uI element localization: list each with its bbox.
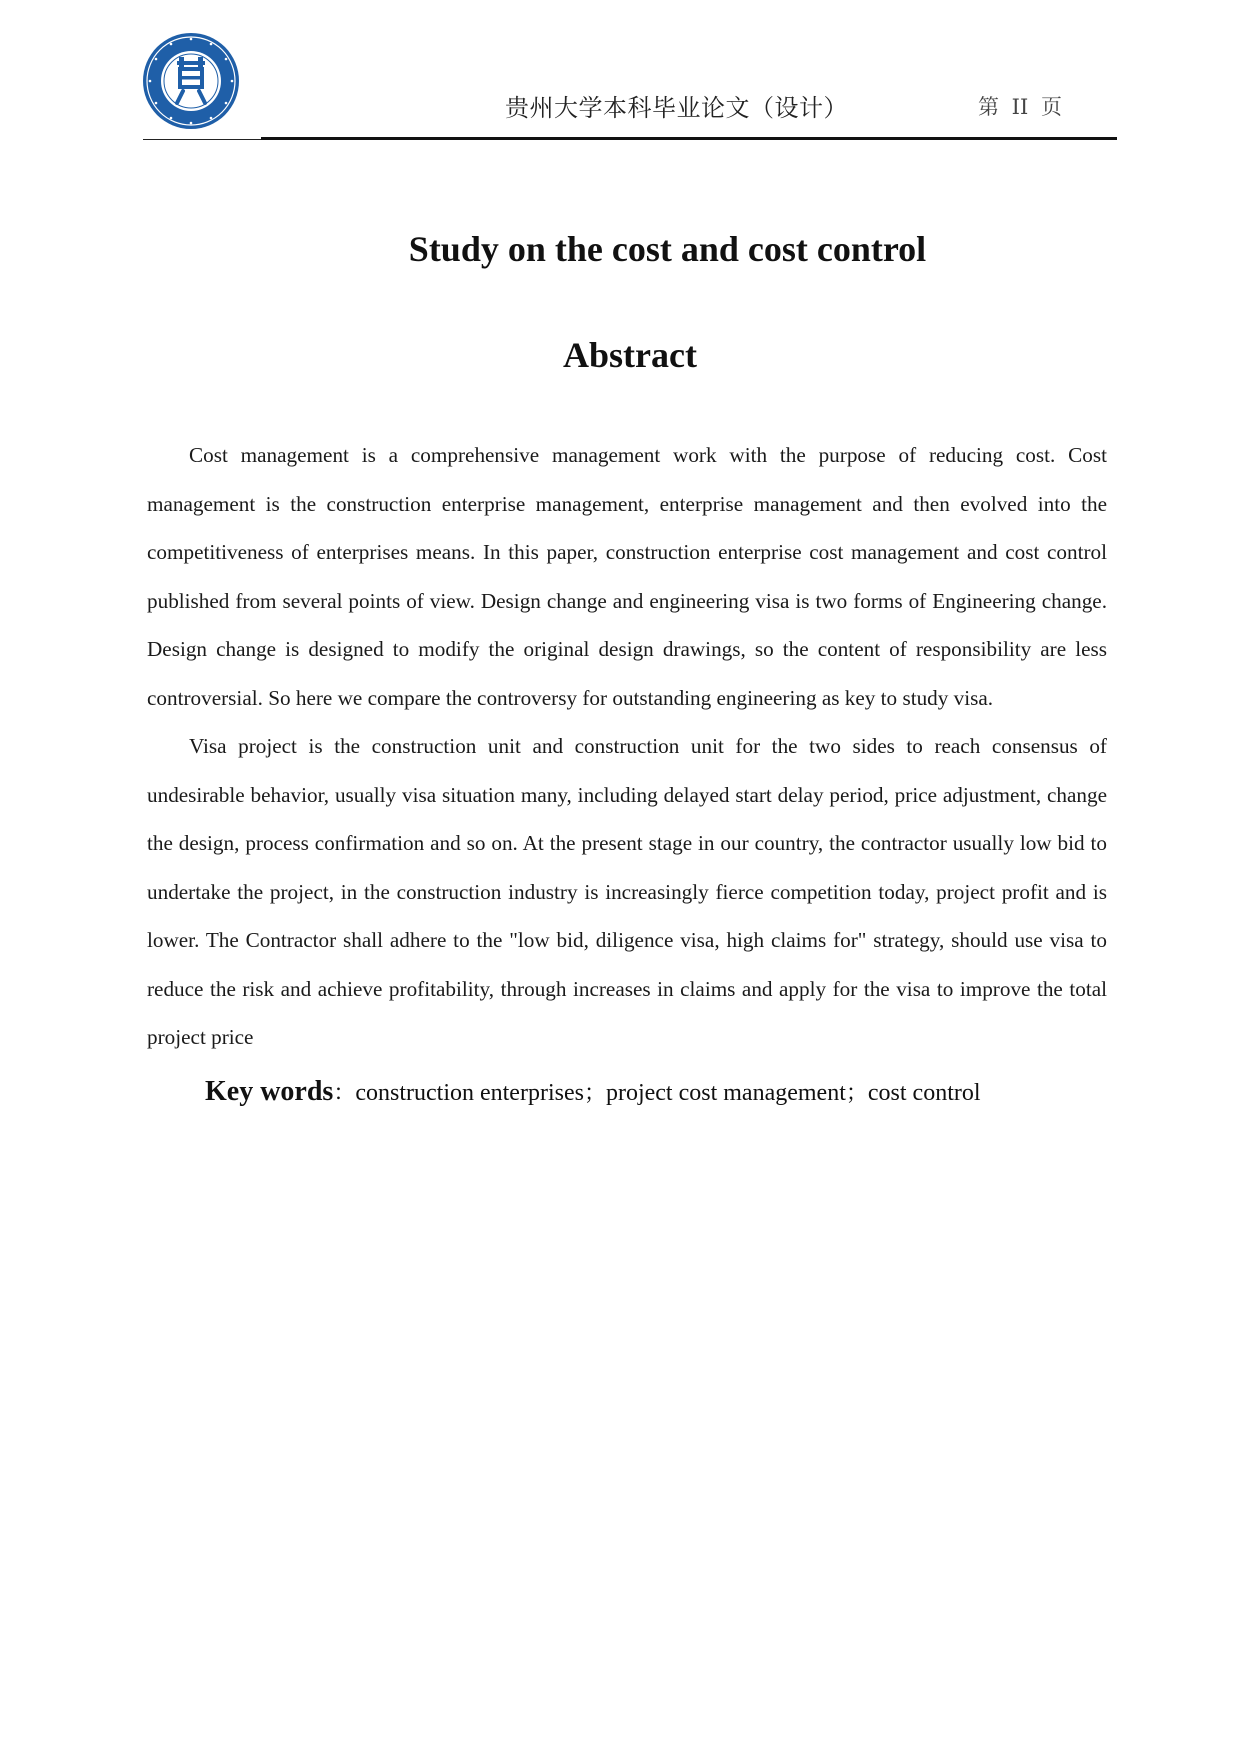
keyword-separator: ； [845, 1080, 868, 1105]
keywords-label-separator: ： [333, 1080, 356, 1105]
header-rule-thin [143, 139, 261, 140]
page-header [0, 0, 1241, 150]
abstract-heading: Abstract [563, 335, 697, 375]
running-header-title: 贵州大学本科毕业论文（设计） [505, 94, 848, 122]
header-rule-thick [261, 137, 1117, 140]
keywords-line [205, 1076, 981, 1108]
keyword-item: project cost management [605, 1080, 846, 1106]
guizhou-university-seal-icon [141, 31, 241, 131]
keyword-separator: ； [583, 1080, 606, 1105]
paper-title: Study on the cost and cost control [408, 229, 927, 269]
keyword-item: construction enterprises [355, 1080, 584, 1106]
keyword-item: cost control [867, 1080, 981, 1106]
keywords-label: Key words [205, 1076, 334, 1107]
page-number: 第 II 页 [978, 95, 1062, 119]
abstract-paragraph: Visa project is the construction unit and construction unit for the two sides to reach consensus of undesirable behavior, usually visa situation many, including delayed start delay period, price adjustment, change the design, process confirmation and so on. At the present stage in our country, the contractor usually low bid to undertake the project, in the construction industry is increasingly fierce competition today, project profit and is lower. The Contractor shall adhere to the "low bid, diligence visa, high claims for" strategy, should use visa to reduce the risk and achieve profitability, through increases in claims and apply for the visa to improve the total project price [147, 734, 1107, 1049]
abstract-body [147, 431, 1107, 1062]
abstract-paragraph: Cost management is a comprehensive management work with the purpose of reducing cost. Cost management is the construction enterprise management, enterprise management and then evolved into the competitiveness of enterprises means. In this paper, construction enterprise cost management and cost control published from several points of view. Design change and engineering visa is two forms of Engineering change. Design change is designed to modify the original design drawings, so the content of responsibility are less controversial. So here we compare the controversy for outstanding engineering as key to study visa. [147, 443, 1107, 710]
